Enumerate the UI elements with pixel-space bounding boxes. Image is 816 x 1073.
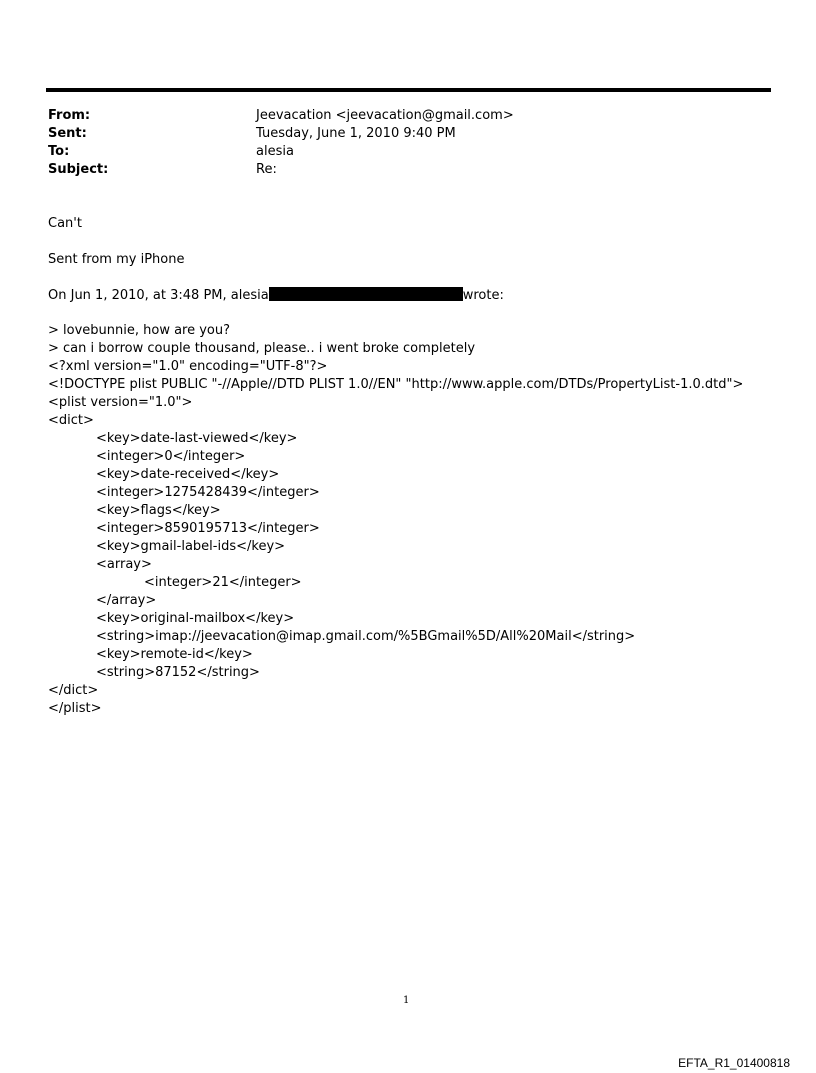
reply-text: Can't [48, 216, 82, 231]
header-rule [46, 88, 771, 92]
plist-line: <plist version="1.0"> [48, 395, 193, 410]
plist-line: <array> [96, 557, 152, 572]
plist-line: <key>date-last-viewed</key> [96, 431, 298, 446]
quote-intro-suffix: wrote: [462, 288, 504, 303]
to-value: alesia [256, 144, 294, 159]
plist-line: <integer>0</integer> [96, 449, 246, 464]
subject-value: Re: [256, 162, 277, 177]
plist-line: <integer>1275428439</integer> [96, 485, 320, 500]
plist-line: <key>original-mailbox</key> [96, 611, 295, 626]
plist-line: <string>imap://jeevacation@imap.gmail.com/%5BGmail%5D/All%20Mail</string> [96, 629, 636, 644]
to-label: To: [48, 144, 70, 159]
redaction-block [269, 287, 463, 301]
plist-line: <?xml version="1.0" encoding="UTF-8"?> [48, 359, 328, 374]
plist-line: <key>remote-id</key> [96, 647, 253, 662]
quoted-line: > lovebunnie, how are you? [48, 323, 231, 338]
plist-line: <!DOCTYPE plist PUBLIC "-//Apple//DTD PLIST 1.0//EN" "http://www.apple.com/DTDs/PropertyList-1.0.dtd"> [48, 377, 744, 392]
plist-line: </array> [96, 593, 157, 608]
plist-line: <integer>21</integer> [144, 575, 302, 590]
plist-line: </plist> [48, 701, 102, 716]
quoted-line: > can i borrow couple thousand, please.. i went broke completely [48, 341, 476, 356]
subject-label: Subject: [48, 162, 109, 177]
plist-line: <key>gmail-label-ids</key> [96, 539, 286, 554]
signature-text: Sent from my iPhone [48, 252, 185, 267]
plist-line: <key>flags</key> [96, 503, 221, 518]
from-value: Jeevacation <jeevacation@gmail.com> [256, 108, 514, 123]
from-label: From: [48, 108, 91, 123]
sent-value: Tuesday, June 1, 2010 9:40 PM [256, 126, 456, 141]
plist-line: </dict> [48, 683, 99, 698]
plist-line: <integer>8590195713</integer> [96, 521, 320, 536]
plist-line: <key>date-received</key> [96, 467, 280, 482]
plist-line: <dict> [48, 413, 94, 428]
plist-line: <string>87152</string> [96, 665, 260, 680]
document-id: EFTA_R1_01400818 [678, 1056, 790, 1070]
quote-intro-prefix: On Jun 1, 2010, at 3:48 PM, alesia [48, 288, 269, 303]
sent-label: Sent: [48, 126, 87, 141]
page-number: 1 [403, 995, 410, 1006]
quote-intro [48, 287, 504, 305]
